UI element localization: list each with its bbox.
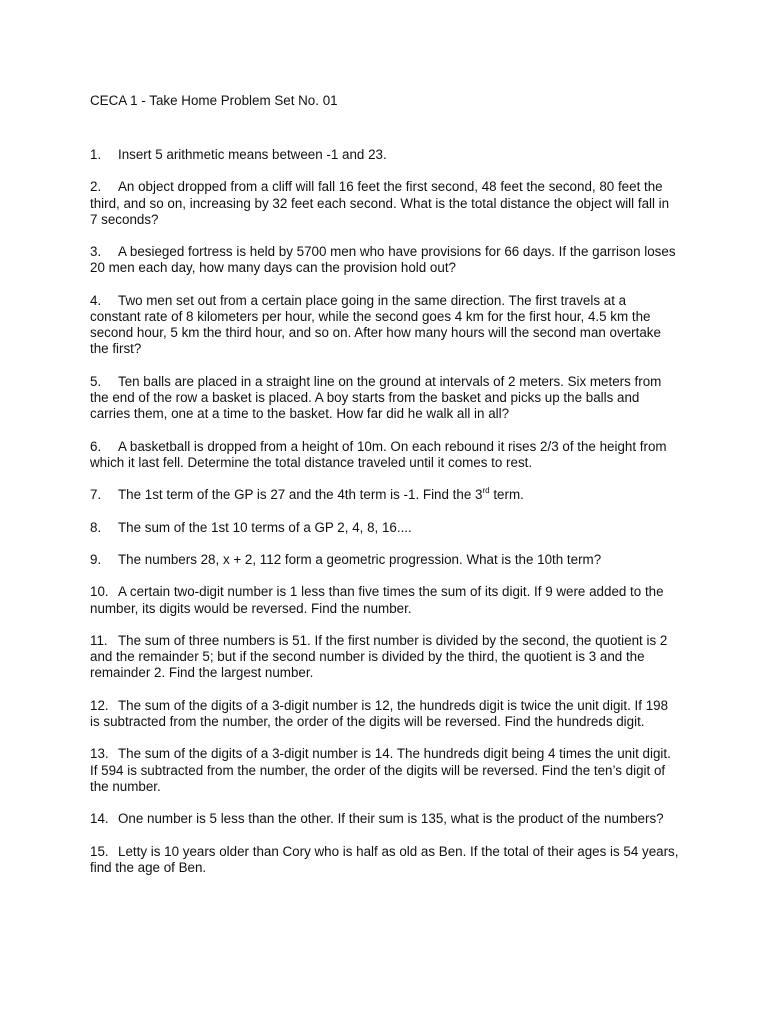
problem-item-12 xyxy=(90,698,680,730)
problem-item-15 xyxy=(90,844,680,876)
problem-number: 9. xyxy=(90,551,102,567)
problem-number: 15. xyxy=(90,843,109,859)
problem-text: The sum of three numbers is 51. If the first number is divided by the second, the quotient is 2 and the remainder 5; but if the second number is divided by the third, the quotient is 3 and the remainder 2. Find the largest number. xyxy=(90,632,668,681)
problem-text: The sum of the 1st 10 terms of a GP 2, 4, 8, 16.... xyxy=(118,519,412,535)
problem-number: 14. xyxy=(90,811,109,827)
problem-text: Insert 5 arithmetic means between -1 and 23. xyxy=(118,147,387,162)
problem-number: 12. xyxy=(90,697,109,713)
problem-number: 3. xyxy=(90,244,102,260)
problem-number: 13. xyxy=(90,746,109,762)
problem-number: 11. xyxy=(90,632,108,648)
problem-text: A certain two-digit number is 1 less than five times the sum of its digit. If 9 were added to the number, its digits would be reversed. Find the number. xyxy=(90,584,664,616)
problem-number: 6. xyxy=(90,438,102,454)
problem-text-end: term. xyxy=(489,487,524,503)
problem-item-9 xyxy=(90,552,680,568)
problem-item-11 xyxy=(90,633,680,682)
problem-item-3 xyxy=(90,244,680,276)
problem-list xyxy=(90,147,680,892)
problem-item-1 xyxy=(90,147,680,163)
problem-text: Two men set out from a certain place going in the same direction. The first travels at a constant rate of 8 kilometers per hour, while the second goes 4 km for the first hour, 4.5 km the second hour, 5 km the third hour, and so on. After how many hours will the second man overtake the first? xyxy=(90,292,661,357)
problem-text: The sum of the digits of a 3-digit number is 12, the hundreds digit is twice the unit digit. If 198 is subtracted from the number, the order of the digits will be reversed. Find the hundreds digit. xyxy=(90,697,669,729)
problem-item-4 xyxy=(90,293,680,358)
problem-text: The numbers 28, x + 2, 112 form a geometric progression. What is the 10th term? xyxy=(118,551,602,567)
superscript: rd xyxy=(482,485,490,495)
problem-number: 1. xyxy=(90,147,102,162)
problem-item-10 xyxy=(90,584,680,616)
problem-text: One number is 5 less than the other. If their sum is 135, what is the product of the numbers? xyxy=(118,811,664,827)
problem-item-6 xyxy=(90,439,680,471)
problem-text: A besieged fortress is held by 5700 men who have provisions for 66 days. If the garrison loses 20 men each day, how many days can the provision hold out? xyxy=(90,244,676,276)
problem-number: 5. xyxy=(90,373,102,389)
problem-number: 2. xyxy=(90,179,102,195)
problem-item-14 xyxy=(90,811,680,827)
problem-number: 7. xyxy=(90,487,102,503)
problem-item-13 xyxy=(90,746,680,795)
problem-text: The sum of the digits of a 3-digit number is 14. The hundreds digit being 4 times the unit digit. If 594 is subtracted from the number, the order of the digits will be reversed. Find the ten’s digit of the number. xyxy=(90,746,671,794)
problem-number: 8. xyxy=(90,519,102,535)
problem-item-2 xyxy=(90,179,680,228)
problem-item-8 xyxy=(90,520,680,536)
problem-text: Ten balls are placed in a straight line on the ground at intervals of 2 meters. Six meters from the end of the row a basket is placed. A boy starts from the basket and picks up the balls and carries them, one at a time to the basket. How far did he walk all in all? xyxy=(90,373,662,422)
problem-item-7 xyxy=(90,487,680,503)
problem-number: 10. xyxy=(90,584,109,600)
page-title: CECA 1 - Take Home Problem Set No. 01 xyxy=(90,93,338,108)
problem-number: 4. xyxy=(90,292,102,308)
problem-text: An object dropped from a cliff will fall 16 feet the first second, 48 feet the second, 80 feet the third, and so on, increasing by 32 feet each second. What is the total distance the object will fall in 7 seconds? xyxy=(90,179,670,227)
problem-text: Letty is 10 years older than Cory who is half as old as Ben. If the total of their ages is 54 years, find the age of Ben. xyxy=(90,843,679,875)
problem-item-5 xyxy=(90,374,680,423)
problem-text: The 1st term of the GP is 27 and the 4th term is -1. Find the 3 xyxy=(118,487,483,503)
problem-text: A basketball is dropped from a height of 10m. On each rebound it rises 2/3 of the height from which it last fell. Determine the total distance traveled until it comes to rest. xyxy=(90,438,667,470)
